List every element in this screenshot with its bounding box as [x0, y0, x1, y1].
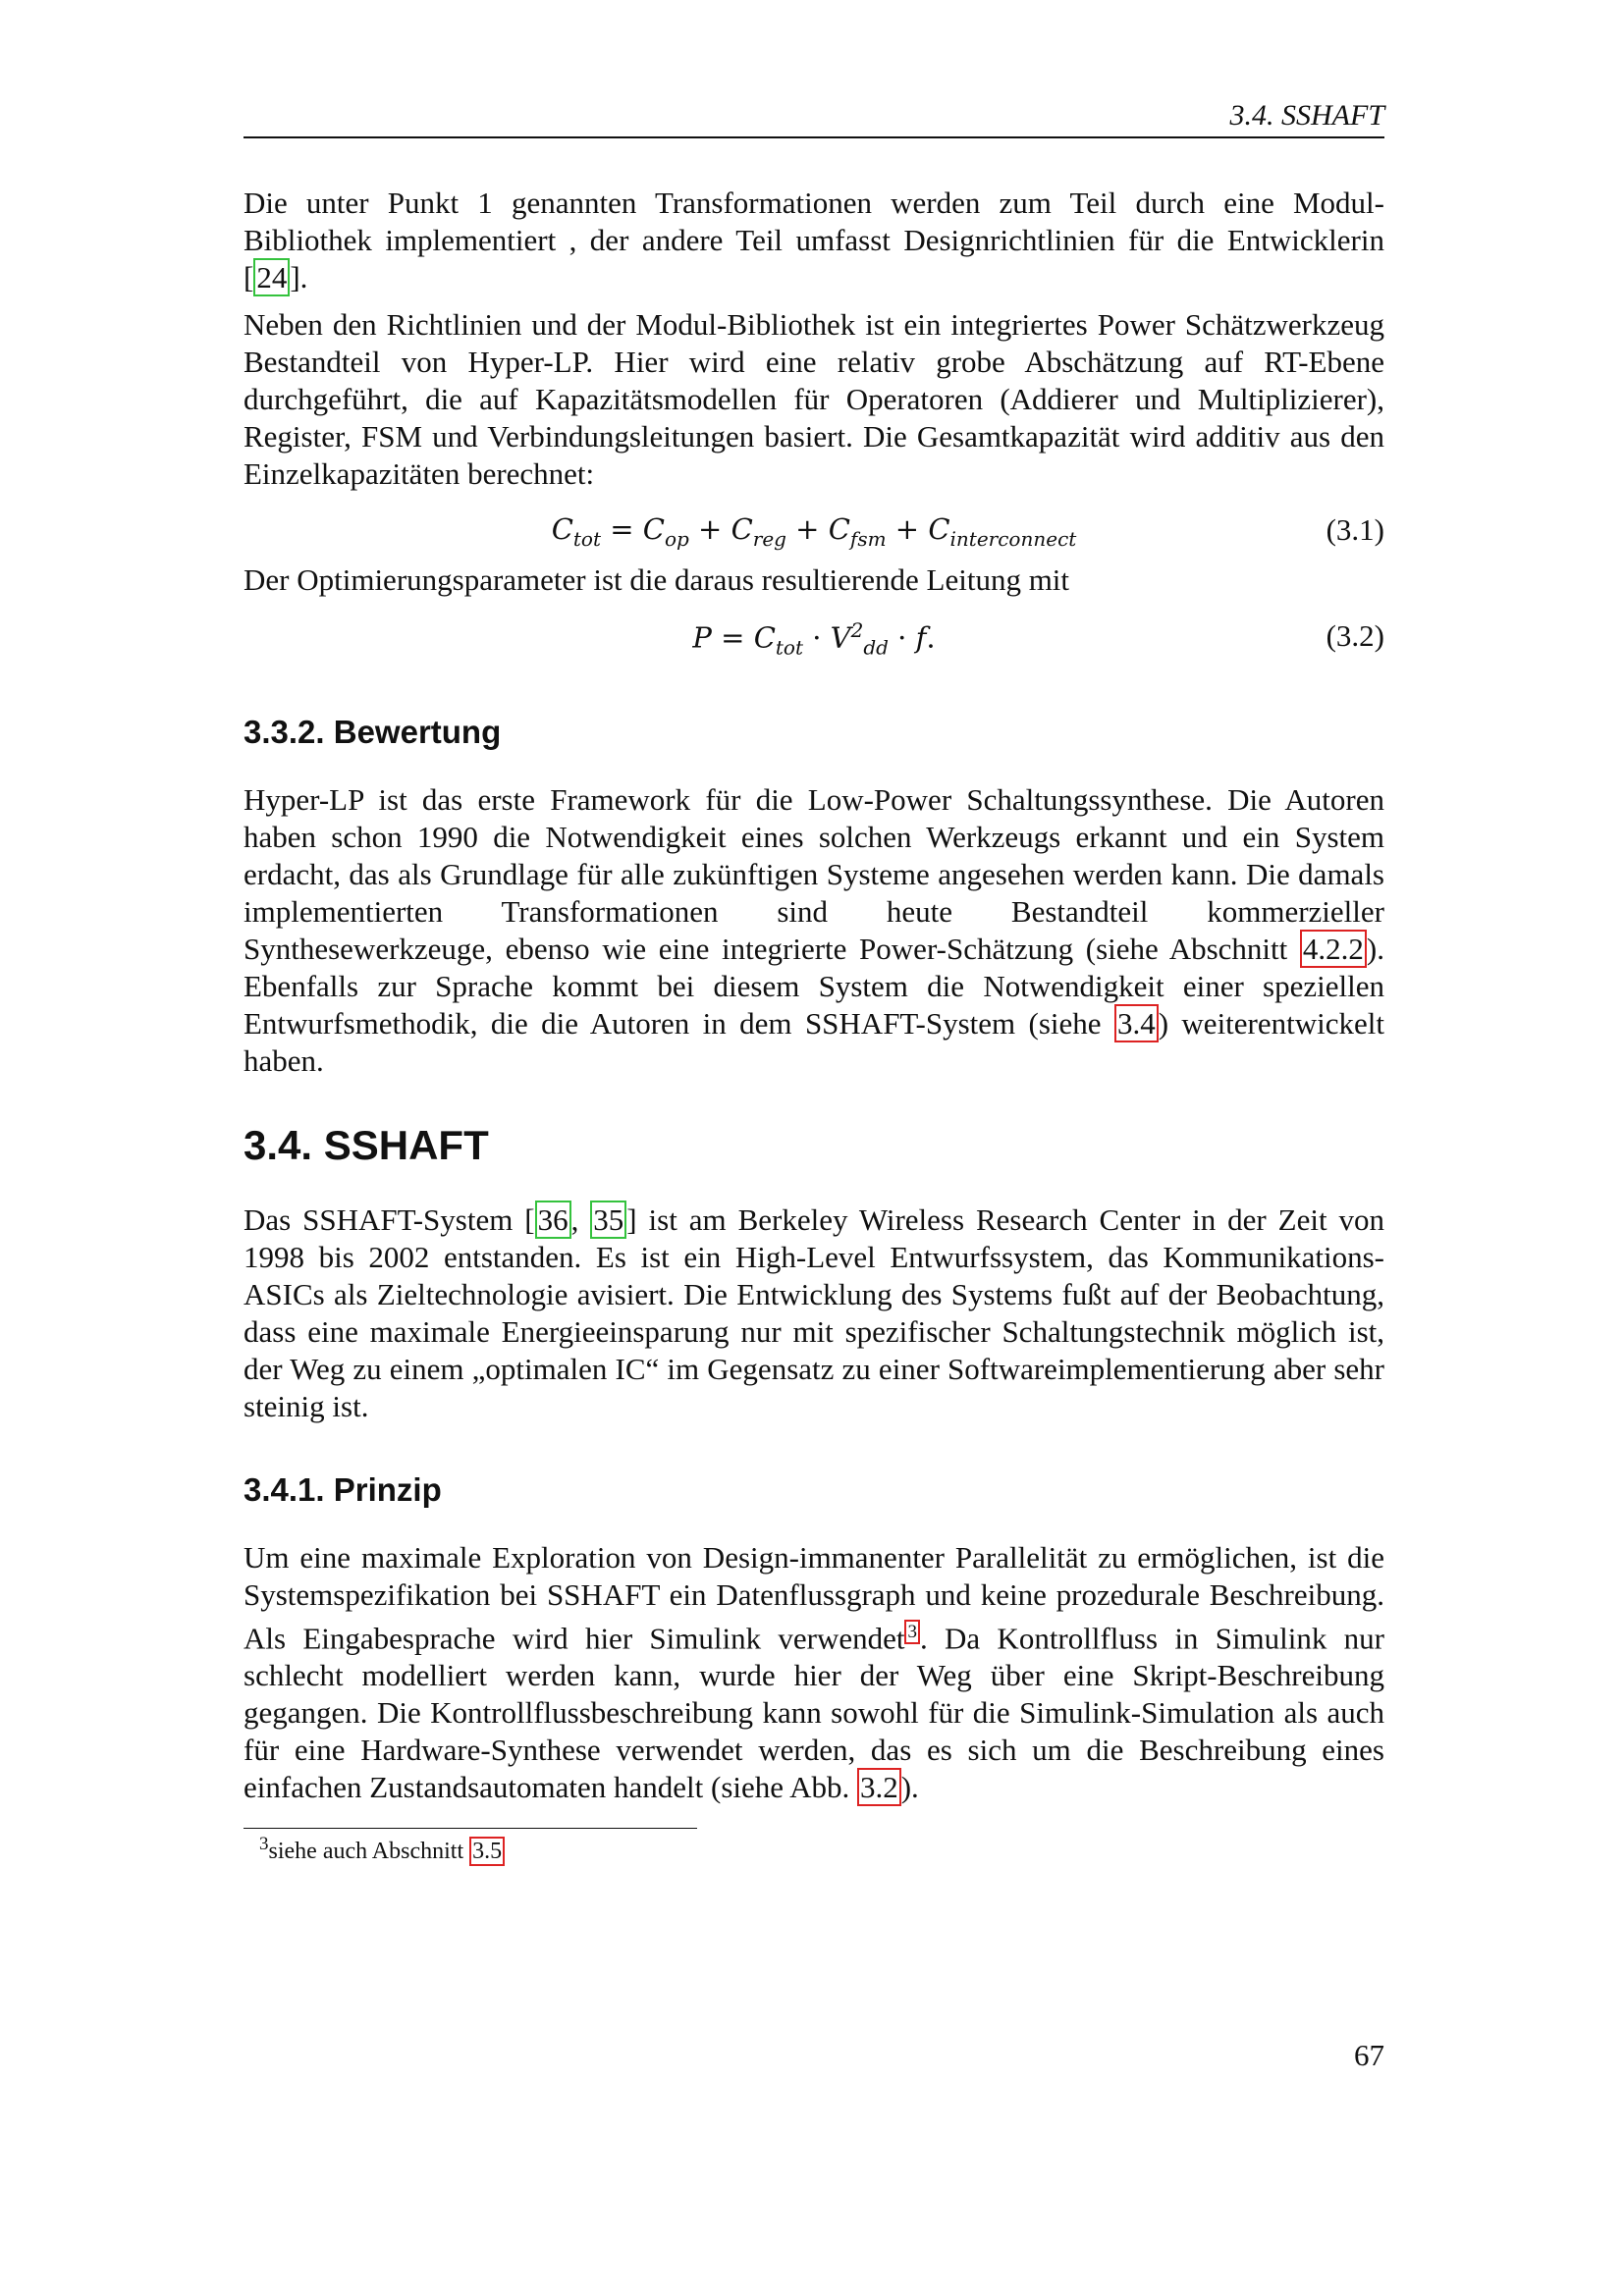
equation-number: (3.1)	[1326, 512, 1384, 547]
paragraph-module-library: Die unter Punkt 1 genannten Transformationen werden zum Teil durch eine Modul-Bibliothek implementiert , der andere Teil umfasst Designrichtlinien für die Entwicklerin [24].	[244, 186, 1384, 294]
paragraph-end: .	[299, 260, 308, 294]
page-content	[244, 185, 1384, 1867]
paragraph-evaluation: Hyper-LP ist das erste Framework für die Low-Power Schaltungssynthese. Die Autoren haben schon 1990 die Notwendigkeit eines solchen Werkzeugs erkannt und ein System erdacht, das als Grundlage für alle zukünftigen Systeme angesehen werden kann. Die damals implementierten Transformationen sind heute Bestandteil kommerzieller Synthesewerkzeuge, ebenso wie eine integrierte Power-Schätzung (siehe Abschnitt 4.2.2). Ebenfalls zur Sprache kommt bei diesem System die Notwendigkeit einer speziellen Entwurfsmethodik, die die Autoren in dem SSHAFT-System (siehe 3.4) weiterentwickelt haben.	[244, 782, 1384, 1078]
citation-link-36[interactable]: 36	[535, 1201, 571, 1239]
footnote: $^3$siehe auch Abschnitt 3.5	[244, 1829, 1384, 1867]
equation-3-2	[244, 609, 1384, 667]
footnote-mark-link[interactable]: 3	[904, 1620, 920, 1644]
page-number: 67	[1354, 2038, 1384, 2072]
citation-link-24[interactable]: 24	[253, 258, 290, 296]
crossref-link-fig-3-2[interactable]: 3.2	[857, 1768, 901, 1806]
footnote-mark: 3	[259, 1834, 269, 1855]
citation-link-35[interactable]: 35	[590, 1201, 626, 1239]
equation-formula: $P = C_{tot} \cdot V^2_{dd} \cdot f$.	[692, 618, 936, 660]
paragraph-optimization: Der Optimierungsparameter ist die daraus resultierende Leitung mit	[244, 562, 1070, 597]
section-heading-3-3-2: 3.3.2. Bewertung	[244, 714, 502, 750]
paragraph-sshaft-intro: Das SSHAFT-System [36, 35] ist am Berkeley Wireless Research Center in der Zeit von 1998 bis 2002 entstanden. Es ist ein High-Level Entwurfssystem, das Kommunikations-ASICs als Zieltechnologie avisiert. Die Entwicklung des Systems fußt auf der Beobachtung, dass eine maximale Energieeinsparung nur mit spezifischer Schaltungstechnik möglich ist, der Weg zu einem „optimalen IC“ im Gegensatz zu einer Softwareimplementierung aber sehr steinig ist.	[244, 1202, 1385, 1423]
crossref-link-4-2-2[interactable]: 4.2.2	[1300, 930, 1367, 968]
equation-number: (3.2)	[1326, 618, 1384, 653]
crossref-link-3-5[interactable]: 3.5	[469, 1837, 505, 1866]
paragraph-principle: Um eine maximale Exploration von Design-immanenter Parallelität zu ermöglichen, ist die Systemspezifikation bei SSHAFT ein Datenflussgraph und keine prozedurale Beschreibung. Als Eingabesprache wird hier Simulink verwendet $^3$. Da Kontrollfluss in Simulink nur schlecht modelliert werden kann, wurde hier der Weg über eine Skript-Beschreibung gegangen. Die Kontrollflussbeschreibung kann sowohl für die Simulink-Simulation als auch für eine Hardware-Synthese verwendet werden, das es sich um die Beschreibung eines einfachen Zustandsautomaten handelt (siehe Abb. 3.2).	[244, 1540, 1384, 1805]
section-heading-3-4-1: 3.4.1. Prinzip	[244, 1471, 442, 1508]
equation-3-1	[244, 503, 1384, 561]
paragraph-power-estimation: Neben den Richtlinien und der Modul-Bibliothek ist ein integriertes Power Schätzwerkzeug Bestandteil von Hyper-LP. Hier wird eine relativ grobe Abschätzung auf RT-Ebene durchgeführt, die auf Kapazitätsmodellen für Operatoren (Addierer und Multiplizierer), Register, FSM und Verbindungsleitungen basiert. Die Gesamtkapazität wird additiv aus den Einzelkapazitäten berechnet:	[244, 307, 1384, 491]
running-header: 3.4. SSHAFT	[1229, 99, 1384, 132]
equation-formula: $C_{tot} = C_{op} + C_{reg} + C_{fsm} + C_{interconnect}$	[551, 512, 1077, 551]
header-rule	[244, 136, 1384, 138]
section-heading-3-4: 3.4. SSHAFT	[244, 1122, 489, 1168]
crossref-link-3-4[interactable]: 3.4	[1114, 1004, 1159, 1042]
paragraph-text: Die unter Punkt 1 genannten Transformationen werden zum Teil durch eine Modul-Bibliothek implementiert , der andere Teil umfasst Designrichtlinien für die Entwicklerin	[244, 186, 1384, 257]
